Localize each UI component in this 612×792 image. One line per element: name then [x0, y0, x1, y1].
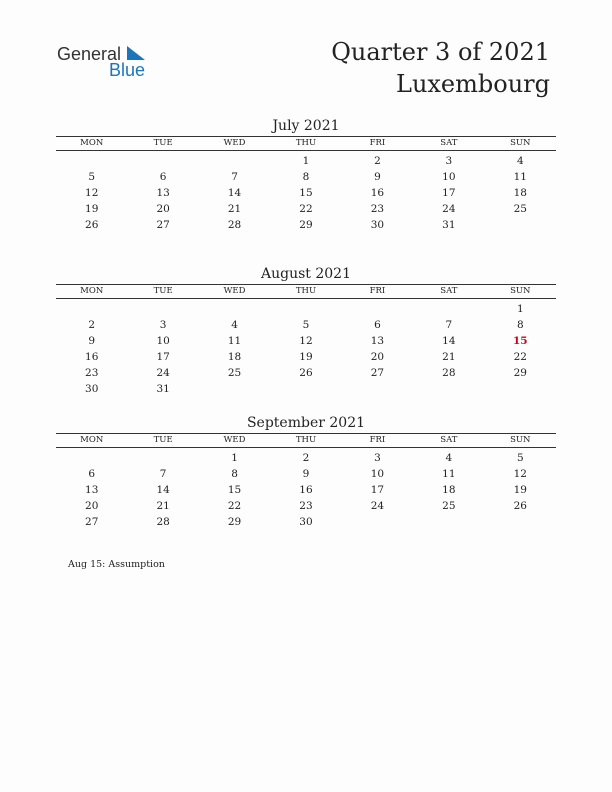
weekday-label: WED	[223, 286, 246, 296]
weekday-label: FRI	[369, 138, 386, 148]
day-cell: 23	[85, 367, 99, 379]
day-cell: 24	[156, 367, 170, 379]
weekday-label: SAT	[440, 435, 458, 445]
weekday-label: MON	[80, 138, 104, 148]
day-cell: 7	[445, 319, 453, 331]
day-empty	[127, 153, 198, 169]
day-cell: 1	[231, 452, 238, 464]
weekday-label: SAT	[440, 286, 458, 296]
day-cell: 20	[156, 203, 170, 215]
day-cell: 11	[442, 468, 456, 480]
day-cell: 9	[88, 335, 96, 347]
day-cell: 17	[156, 351, 170, 363]
day-cell: 16	[85, 351, 99, 363]
day-cell: 7	[231, 171, 238, 183]
day-cell: 18	[442, 484, 456, 496]
day-cell: 29	[513, 367, 527, 379]
day-cell: 30	[299, 516, 313, 528]
page-title-quarter: Quarter 3 of 2021	[331, 38, 550, 66]
day-cell: 5	[516, 452, 524, 464]
weekday-label: WED	[223, 138, 246, 148]
day-cell: 2	[302, 452, 310, 464]
day-cell: 22	[227, 500, 242, 512]
day-cell: 4	[516, 155, 524, 167]
weekday-label: MON	[80, 435, 104, 445]
day-cell: 16	[370, 187, 385, 199]
day-cell: 26	[85, 219, 99, 231]
day-cell: 15	[299, 187, 313, 199]
day-cell: 31	[156, 383, 170, 395]
day-cell: 1	[516, 303, 524, 315]
day-cell: 30	[370, 219, 385, 231]
logo-triangle-icon	[127, 46, 145, 60]
generalblue-logo	[57, 44, 157, 80]
weekday-label: SUN	[510, 138, 531, 148]
day-cell: 24	[370, 500, 385, 512]
day-cell: 27	[370, 367, 385, 379]
day-cell: 4	[445, 452, 453, 464]
page-title-country: Luxembourg	[396, 70, 550, 98]
day-cell: 20	[370, 351, 385, 363]
weekday-label: SUN	[510, 286, 531, 296]
logo-blue-text: Blue	[109, 60, 146, 80]
day-cell: 21	[227, 203, 242, 215]
day-empty	[56, 450, 127, 466]
weekday-header	[56, 136, 556, 151]
day-cell: 14	[442, 335, 456, 347]
day-cell: 2	[374, 155, 381, 167]
day-cell: 28	[442, 367, 456, 379]
day-cell: 28	[227, 219, 242, 231]
weekday-label: FRI	[369, 435, 386, 445]
day-cell: 14	[156, 484, 170, 496]
day-empty	[127, 450, 198, 466]
day-cell: 6	[374, 319, 381, 331]
holiday-note: Aug 15: Assumption	[68, 559, 165, 570]
day-cell: 13	[85, 484, 99, 496]
month-title: July 2021	[272, 118, 340, 134]
day-cell: 11	[513, 171, 527, 183]
day-empty	[56, 301, 127, 317]
day-cell: 12	[299, 335, 313, 347]
month-calendar-september	[56, 413, 556, 530]
day-cell: 18	[513, 187, 527, 199]
weekday-label: THU	[295, 138, 317, 148]
weekday-label: TUE	[153, 286, 173, 296]
day-empty	[342, 301, 413, 317]
day-grid	[56, 301, 556, 397]
day-cell: 7	[159, 468, 167, 480]
day-cell: 8	[516, 319, 524, 331]
day-cell: 26	[513, 500, 527, 512]
weekday-label: TUE	[153, 435, 173, 445]
weekday-label: MON	[80, 286, 104, 296]
logo-general-text: General	[57, 44, 122, 64]
weekday-label: SUN	[510, 435, 531, 445]
day-empty	[270, 301, 341, 317]
day-cell: 4	[231, 319, 238, 331]
day-empty	[199, 153, 270, 169]
day-cell: 24	[442, 203, 456, 215]
holiday-notes	[68, 559, 165, 570]
day-grid	[56, 153, 556, 233]
day-cell: 27	[85, 516, 99, 528]
day-cell: 9	[374, 171, 381, 183]
day-cell: 8	[302, 171, 310, 183]
day-cell: 22	[299, 203, 313, 215]
day-empty	[127, 301, 198, 317]
day-cell: 2	[88, 319, 96, 331]
day-empty	[199, 301, 270, 317]
weekday-label: WED	[223, 435, 246, 445]
day-cell: 15	[227, 484, 242, 496]
day-cell: 3	[159, 319, 167, 331]
weekday-label: SAT	[440, 138, 458, 148]
weekday-label: TUE	[153, 138, 173, 148]
day-cell: 13	[370, 335, 385, 347]
day-cell: 9	[302, 468, 310, 480]
day-cell: 18	[227, 351, 242, 363]
weekday-label: THU	[295, 435, 317, 445]
day-cell: 5	[302, 319, 310, 331]
day-cell: 10	[370, 468, 385, 480]
day-cell: 10	[442, 171, 456, 183]
day-cell: 29	[299, 219, 313, 231]
day-empty	[413, 301, 484, 317]
day-cell: 17	[370, 484, 385, 496]
day-cell: 30	[85, 383, 99, 395]
weekday-header	[56, 284, 556, 299]
weekday-header	[56, 433, 556, 448]
month-title: September 2021	[246, 415, 366, 431]
day-cell: 14	[227, 187, 242, 199]
day-cell: 26	[299, 367, 313, 379]
weekday-label: THU	[295, 286, 317, 296]
day-cell: 23	[370, 203, 385, 215]
day-cell: 28	[156, 516, 170, 528]
day-cell: 19	[85, 203, 99, 215]
day-cell: 31	[442, 219, 456, 231]
day-cell: 21	[442, 351, 456, 363]
day-cell: 20	[85, 500, 99, 512]
day-cell: 1	[302, 155, 310, 167]
day-cell: 12	[513, 468, 527, 480]
day-cell: 5	[88, 171, 96, 183]
day-cell: 25	[513, 203, 527, 215]
day-cell: 13	[156, 187, 170, 199]
day-cell: 25	[442, 500, 456, 512]
day-cell: 16	[299, 484, 313, 496]
page-title	[331, 36, 550, 100]
day-cell: 23	[299, 500, 313, 512]
day-grid	[56, 450, 556, 530]
day-cell: 6	[88, 468, 96, 480]
day-cell: 27	[156, 219, 170, 231]
day-cell: 3	[374, 452, 381, 464]
day-cell: 25	[227, 367, 242, 379]
day-empty	[56, 153, 127, 169]
day-cell: 29	[227, 516, 242, 528]
day-cell: 12	[85, 187, 99, 199]
day-cell-holiday: 15	[512, 335, 528, 347]
day-cell: 3	[445, 155, 453, 167]
day-cell: 22	[513, 351, 527, 363]
month-calendar-august	[56, 264, 556, 397]
day-cell: 19	[299, 351, 313, 363]
day-cell: 11	[227, 335, 242, 347]
day-cell: 8	[231, 468, 238, 480]
weekday-label: FRI	[369, 286, 386, 296]
day-cell: 21	[156, 500, 170, 512]
month-title: August 2021	[261, 266, 351, 282]
day-cell: 19	[513, 484, 527, 496]
day-cell: 6	[159, 171, 167, 183]
day-cell: 17	[442, 187, 456, 199]
day-cell: 10	[156, 335, 170, 347]
month-calendar-july	[56, 116, 556, 233]
